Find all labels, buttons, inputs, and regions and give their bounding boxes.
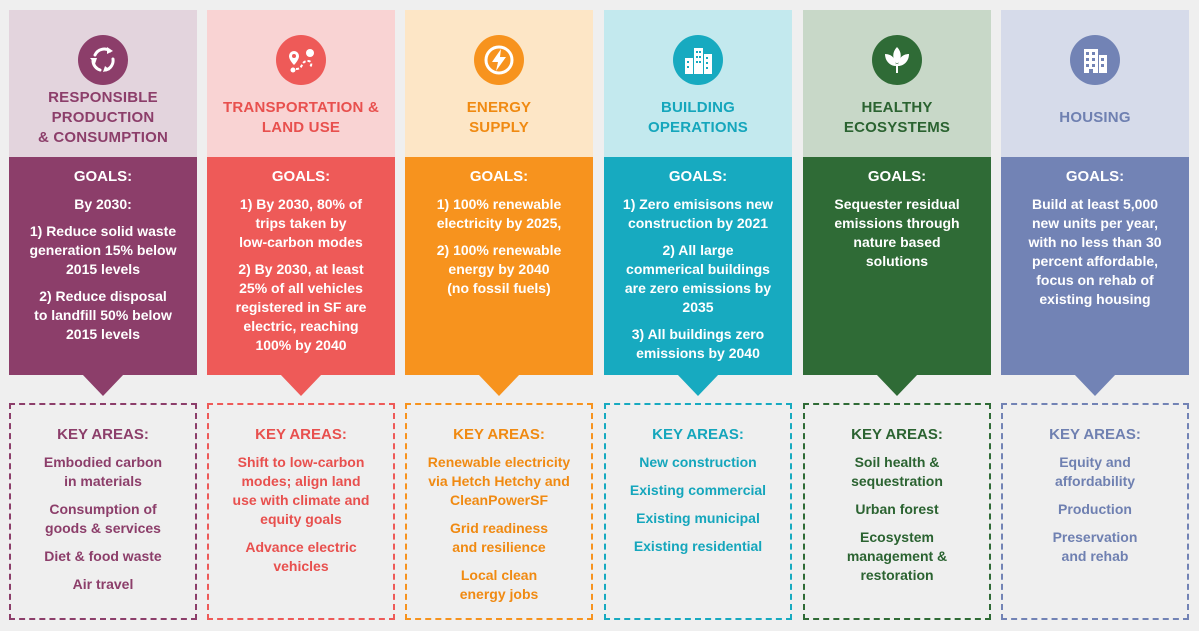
column-title-wrap bbox=[405, 85, 593, 157]
column-title: HOUSING bbox=[1059, 109, 1131, 126]
column-header bbox=[604, 10, 792, 157]
lightning-icon bbox=[474, 35, 524, 85]
key-area-item: Preservation and rehab bbox=[1052, 529, 1138, 564]
column-title-wrap bbox=[604, 85, 792, 157]
key-area-item: Production bbox=[1058, 501, 1132, 517]
goal-item: Build at least 5,000 new units per year, with no less than 30 percent affordable, focus on rehab of existing housing bbox=[1028, 196, 1162, 307]
down-arrow bbox=[280, 374, 322, 396]
buildings-icon bbox=[673, 35, 723, 85]
column-transportation-land-use bbox=[207, 10, 395, 621]
key-area-item: Soil health & sequestration bbox=[851, 454, 943, 489]
goals-label: GOALS: bbox=[1065, 168, 1125, 185]
column-title-wrap bbox=[803, 85, 991, 157]
recycle-icon bbox=[78, 35, 128, 85]
key-area-item: Existing residential bbox=[633, 538, 763, 554]
goal-item: 1) 100% renewable electricity by 2025, bbox=[436, 196, 562, 231]
key-areas-box bbox=[803, 403, 991, 620]
down-arrow bbox=[1074, 374, 1116, 396]
key-areas-box bbox=[604, 403, 792, 620]
column-header bbox=[1001, 10, 1189, 157]
key-area-item: Grid readiness and resilience bbox=[449, 520, 549, 555]
goal-item: 1) By 2030, 80% of trips taken by low-carbon modes bbox=[239, 196, 363, 250]
key-areas-label: KEY AREAS: bbox=[57, 426, 149, 443]
goal-item: 3) All buildings zero emissions by 2040 bbox=[631, 326, 765, 361]
down-arrow bbox=[677, 374, 719, 396]
column-header bbox=[9, 10, 197, 157]
goal-item: 1) Zero emisisons new construction by 2021 bbox=[622, 196, 774, 231]
down-arrow bbox=[82, 374, 124, 396]
key-areas-box bbox=[1001, 403, 1189, 620]
key-area-item: Diet & food waste bbox=[44, 548, 162, 564]
goals-panel bbox=[803, 157, 991, 375]
column-housing bbox=[1001, 10, 1189, 621]
column-title-wrap bbox=[207, 85, 395, 157]
column-responsible-production bbox=[9, 10, 197, 621]
goals-label: GOALS: bbox=[271, 168, 331, 185]
column-title-wrap bbox=[1001, 85, 1189, 157]
column-title-wrap bbox=[9, 85, 197, 157]
goals-panel bbox=[604, 157, 792, 375]
key-area-item: Consumption of goods & services bbox=[45, 501, 161, 536]
leaf-icon bbox=[872, 35, 922, 85]
goals-label: GOALS: bbox=[668, 168, 728, 185]
goals-label: GOALS: bbox=[867, 168, 927, 185]
goal-item: 2) By 2030, at least 25% of all vehicles registered in SF are electric, reaching 100% by 2040 bbox=[235, 261, 367, 353]
key-area-item: Local clean energy jobs bbox=[459, 567, 539, 602]
key-area-item: Urban forest bbox=[855, 501, 939, 517]
column-header bbox=[207, 10, 395, 157]
key-areas-box bbox=[207, 403, 395, 620]
key-area-item: Renewable electricity via Hetch Hetchy and CleanPowerSF bbox=[427, 454, 571, 508]
goal-item: 2) All large commerical buildings are zero emissions by 2035 bbox=[624, 242, 772, 315]
goals-panel bbox=[9, 157, 197, 375]
column-header bbox=[405, 10, 593, 157]
key-area-item: Existing municipal bbox=[636, 510, 760, 526]
column-title: TRANSPORTATION & LAND USE bbox=[223, 99, 379, 136]
route-pin-icon bbox=[276, 35, 326, 85]
column-title: HEALTHY ECOSYSTEMS bbox=[843, 99, 951, 136]
key-areas-label: KEY AREAS: bbox=[1049, 426, 1141, 443]
goal-item: 1) Reduce solid waste generation 15% below 2015 levels bbox=[29, 223, 177, 277]
column-header bbox=[803, 10, 991, 157]
key-area-item: Air travel bbox=[72, 576, 134, 592]
key-area-item: Advance electric vehicles bbox=[245, 539, 357, 574]
goals-label: GOALS: bbox=[73, 168, 133, 185]
key-area-item: Existing commercial bbox=[629, 482, 767, 498]
column-healthy-ecosystems bbox=[803, 10, 991, 621]
key-area-item: Equity and affordability bbox=[1054, 454, 1136, 489]
column-energy-supply bbox=[405, 10, 593, 621]
key-area-item: Ecosystem management & restoration bbox=[846, 529, 948, 583]
key-areas-label: KEY AREAS: bbox=[652, 426, 744, 443]
column-building-operations bbox=[604, 10, 792, 621]
goals-panel bbox=[405, 157, 593, 375]
column-title: ENERGY SUPPLY bbox=[466, 99, 532, 136]
column-title: BUILDING OPERATIONS bbox=[647, 99, 749, 136]
key-areas-label: KEY AREAS: bbox=[255, 426, 347, 443]
goals-panel bbox=[1001, 157, 1189, 375]
down-arrow bbox=[876, 374, 918, 396]
goal-item: By 2030: bbox=[74, 196, 132, 212]
key-area-item: New construction bbox=[639, 454, 757, 470]
key-areas-box bbox=[9, 403, 197, 620]
goal-item: Sequester residual emissions through nature based solutions bbox=[834, 196, 960, 269]
key-area-item: Embodied carbon in materials bbox=[43, 454, 163, 489]
goal-item: 2) Reduce disposal to landfill 50% below 2015 levels bbox=[34, 288, 172, 342]
key-areas-label: KEY AREAS: bbox=[453, 426, 545, 443]
down-arrow bbox=[478, 374, 520, 396]
column-title: RESPONSIBLE PRODUCTION & CONSUMPTION bbox=[37, 89, 169, 146]
goals-label: GOALS: bbox=[469, 168, 529, 185]
key-area-item: Shift to low-carbon modes; align land use with climate and equity goals bbox=[232, 454, 370, 527]
goals-panel bbox=[207, 157, 395, 375]
key-areas-box bbox=[405, 403, 593, 620]
goal-item: 2) 100% renewable energy by 2040 (no fossil fuels) bbox=[436, 242, 562, 296]
apartment-icon bbox=[1070, 35, 1120, 85]
key-areas-label: KEY AREAS: bbox=[851, 426, 943, 443]
